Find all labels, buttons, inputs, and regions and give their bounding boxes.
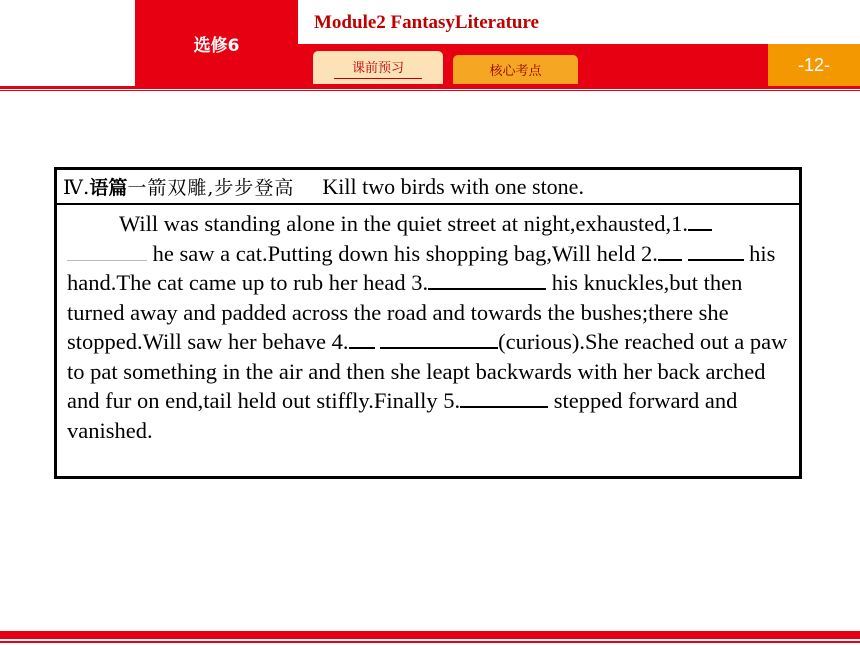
exercise-box <box>54 167 802 479</box>
passage-segment: stepped forward and vanished. <box>67 388 738 443</box>
passage <box>57 205 799 445</box>
header-divider-thin <box>0 90 860 91</box>
passage-segment: his knuckles,but then turned away and padded across the road and towards the bushes;there she stopped.Will saw her behave 4. <box>67 270 743 354</box>
answer-blank-1-cont[interactable] <box>67 242 147 261</box>
course-label: 选修6 <box>135 0 298 86</box>
footer-bar <box>0 631 860 639</box>
exercise-number: Ⅳ. <box>63 174 90 199</box>
passage-text <box>67 209 789 445</box>
answer-blank-1[interactable] <box>688 211 712 231</box>
tab-preview-label: 课前预习 <box>334 57 422 79</box>
footer-bar-thin <box>0 641 860 643</box>
answer-blank-4[interactable] <box>349 329 375 349</box>
tab-core-points[interactable] <box>453 55 578 84</box>
passage-segment: he saw a cat.Putting down his shopping bag,Will held 2. <box>147 240 658 266</box>
module-title: Module2 FantasyLiterature <box>314 12 539 33</box>
passage-segment: his hand.The cat came up to rub her head 3. <box>67 240 776 295</box>
tab-preview[interactable] <box>313 51 443 84</box>
header-divider <box>0 86 860 89</box>
passage-segment: (curious).She reached out a paw to pat something in the air and then she leapt backwards with her back arched and fur on end,tail held out stiffly.Finally 5. <box>67 329 788 413</box>
passage-segment: Will was standing alone in the quiet street at night,exhausted,1. <box>119 211 688 236</box>
tab-core-points-label: 核心考点 <box>489 64 542 79</box>
exercise-title-bold: 语篇 <box>89 177 128 199</box>
answer-blank-2-cont[interactable] <box>688 241 744 261</box>
exercise-title-cn: 一箭双雕,步步登高 <box>127 177 295 199</box>
exercise-heading <box>57 170 799 205</box>
answer-blank-5[interactable] <box>460 388 548 408</box>
answer-blank-4-cont[interactable] <box>380 329 498 349</box>
answer-blank-2[interactable] <box>658 241 682 261</box>
answer-blank-3[interactable] <box>428 270 546 290</box>
exercise-title-en: Kill two birds with one stone. <box>322 173 584 199</box>
page-number: -12- <box>768 44 860 86</box>
